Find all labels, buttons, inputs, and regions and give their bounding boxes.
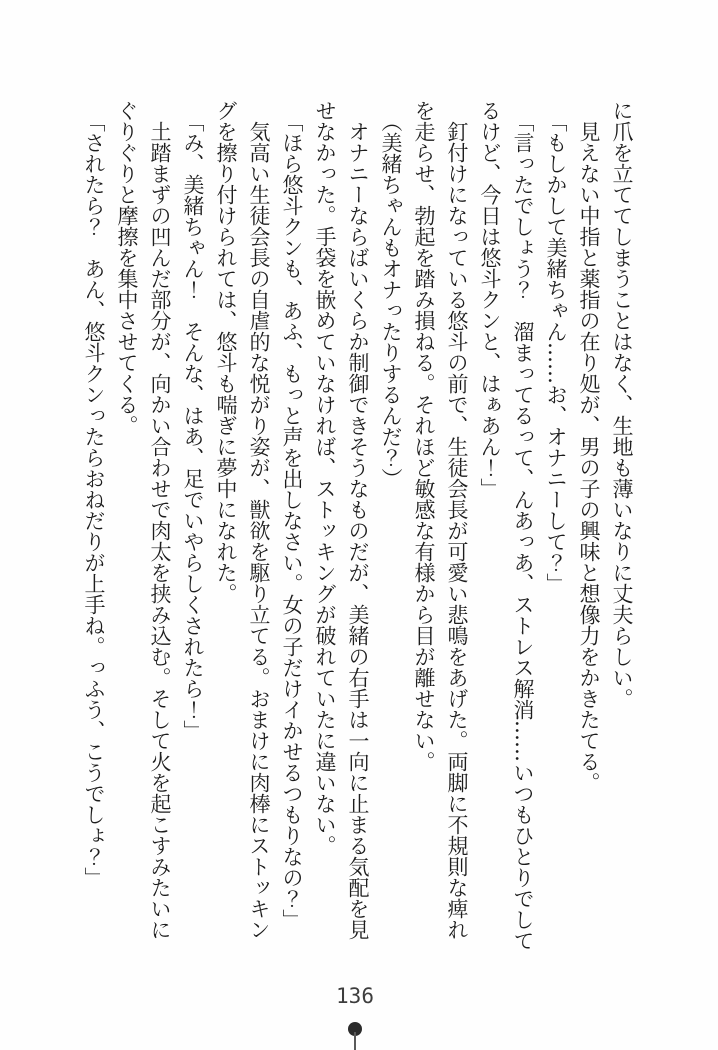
dot-pin-stem-icon (354, 1032, 356, 1050)
text-column: 「言ったでしょう？ 溜まってるって、んあっあ、ストレス解消……いつもひとりでして (511, 110, 535, 951)
text-column: 「ほら悠斗クンも、あふ、もっと声を出しなさい。女の子だけイかせるつもりなの？」 (280, 110, 304, 930)
text-column: 釘付けになっている悠斗の前で、生徒会長が可愛い悲鳴をあげた。両脚に不規則な痺れ (445, 121, 469, 940)
page-number: 136 (336, 984, 374, 1008)
text-column: 「されたら？ あん、悠斗クンったらおねだりが上手ね。っふう、こうでしょ？」 (82, 110, 106, 888)
text-column: グを擦り付けられては、悠斗も喘ぎに夢中になれた。 (214, 100, 238, 604)
text-column: オナニーならばいくらか制御できそうなものだが、美緒の右手は一向に止まる気配を見 (346, 121, 370, 940)
text-column: 見えない中指と薬指の在り処が、男の子の興味と想像力をかきたてる。 (577, 121, 601, 793)
text-column: せなかった。手袋を嵌めていなければ、ストッキングが破れていたに違いない。 (313, 100, 337, 856)
text-column: （美緒ちゃんもオナったりするんだ？） (379, 110, 403, 489)
text-column: に爪を立ててしまうことはなく、生地も薄いなりに丈夫らしい。 (610, 100, 634, 709)
text-column: を走らせ、勃起を踏み損ねる。それほど敏感な有様から目が離せない。 (412, 100, 436, 772)
text-column: 気高い生徒会長の自虐的な悦がり姿が、獣欲を駆り立てる。おまけに肉棒にストッキン (247, 121, 271, 940)
text-column: るけど、今日は悠斗クンと、はぁあん！」 (478, 100, 502, 499)
text-column: 「もしかして美緒ちゃん……お、オナニーして？」 (544, 110, 568, 594)
text-column: ぐりぐりと摩擦を集中させてくる。 (115, 100, 139, 436)
page-text-block (77, 100, 638, 958)
text-column: 土踏まずの凹んだ部分が、向かい合わせで肉太を挟み込む。そして火を起こすみたいに (148, 121, 172, 940)
text-column: 「み、美緒ちゃん！ そんな、はあ、足でいやらしくされたら！」 (181, 110, 205, 741)
